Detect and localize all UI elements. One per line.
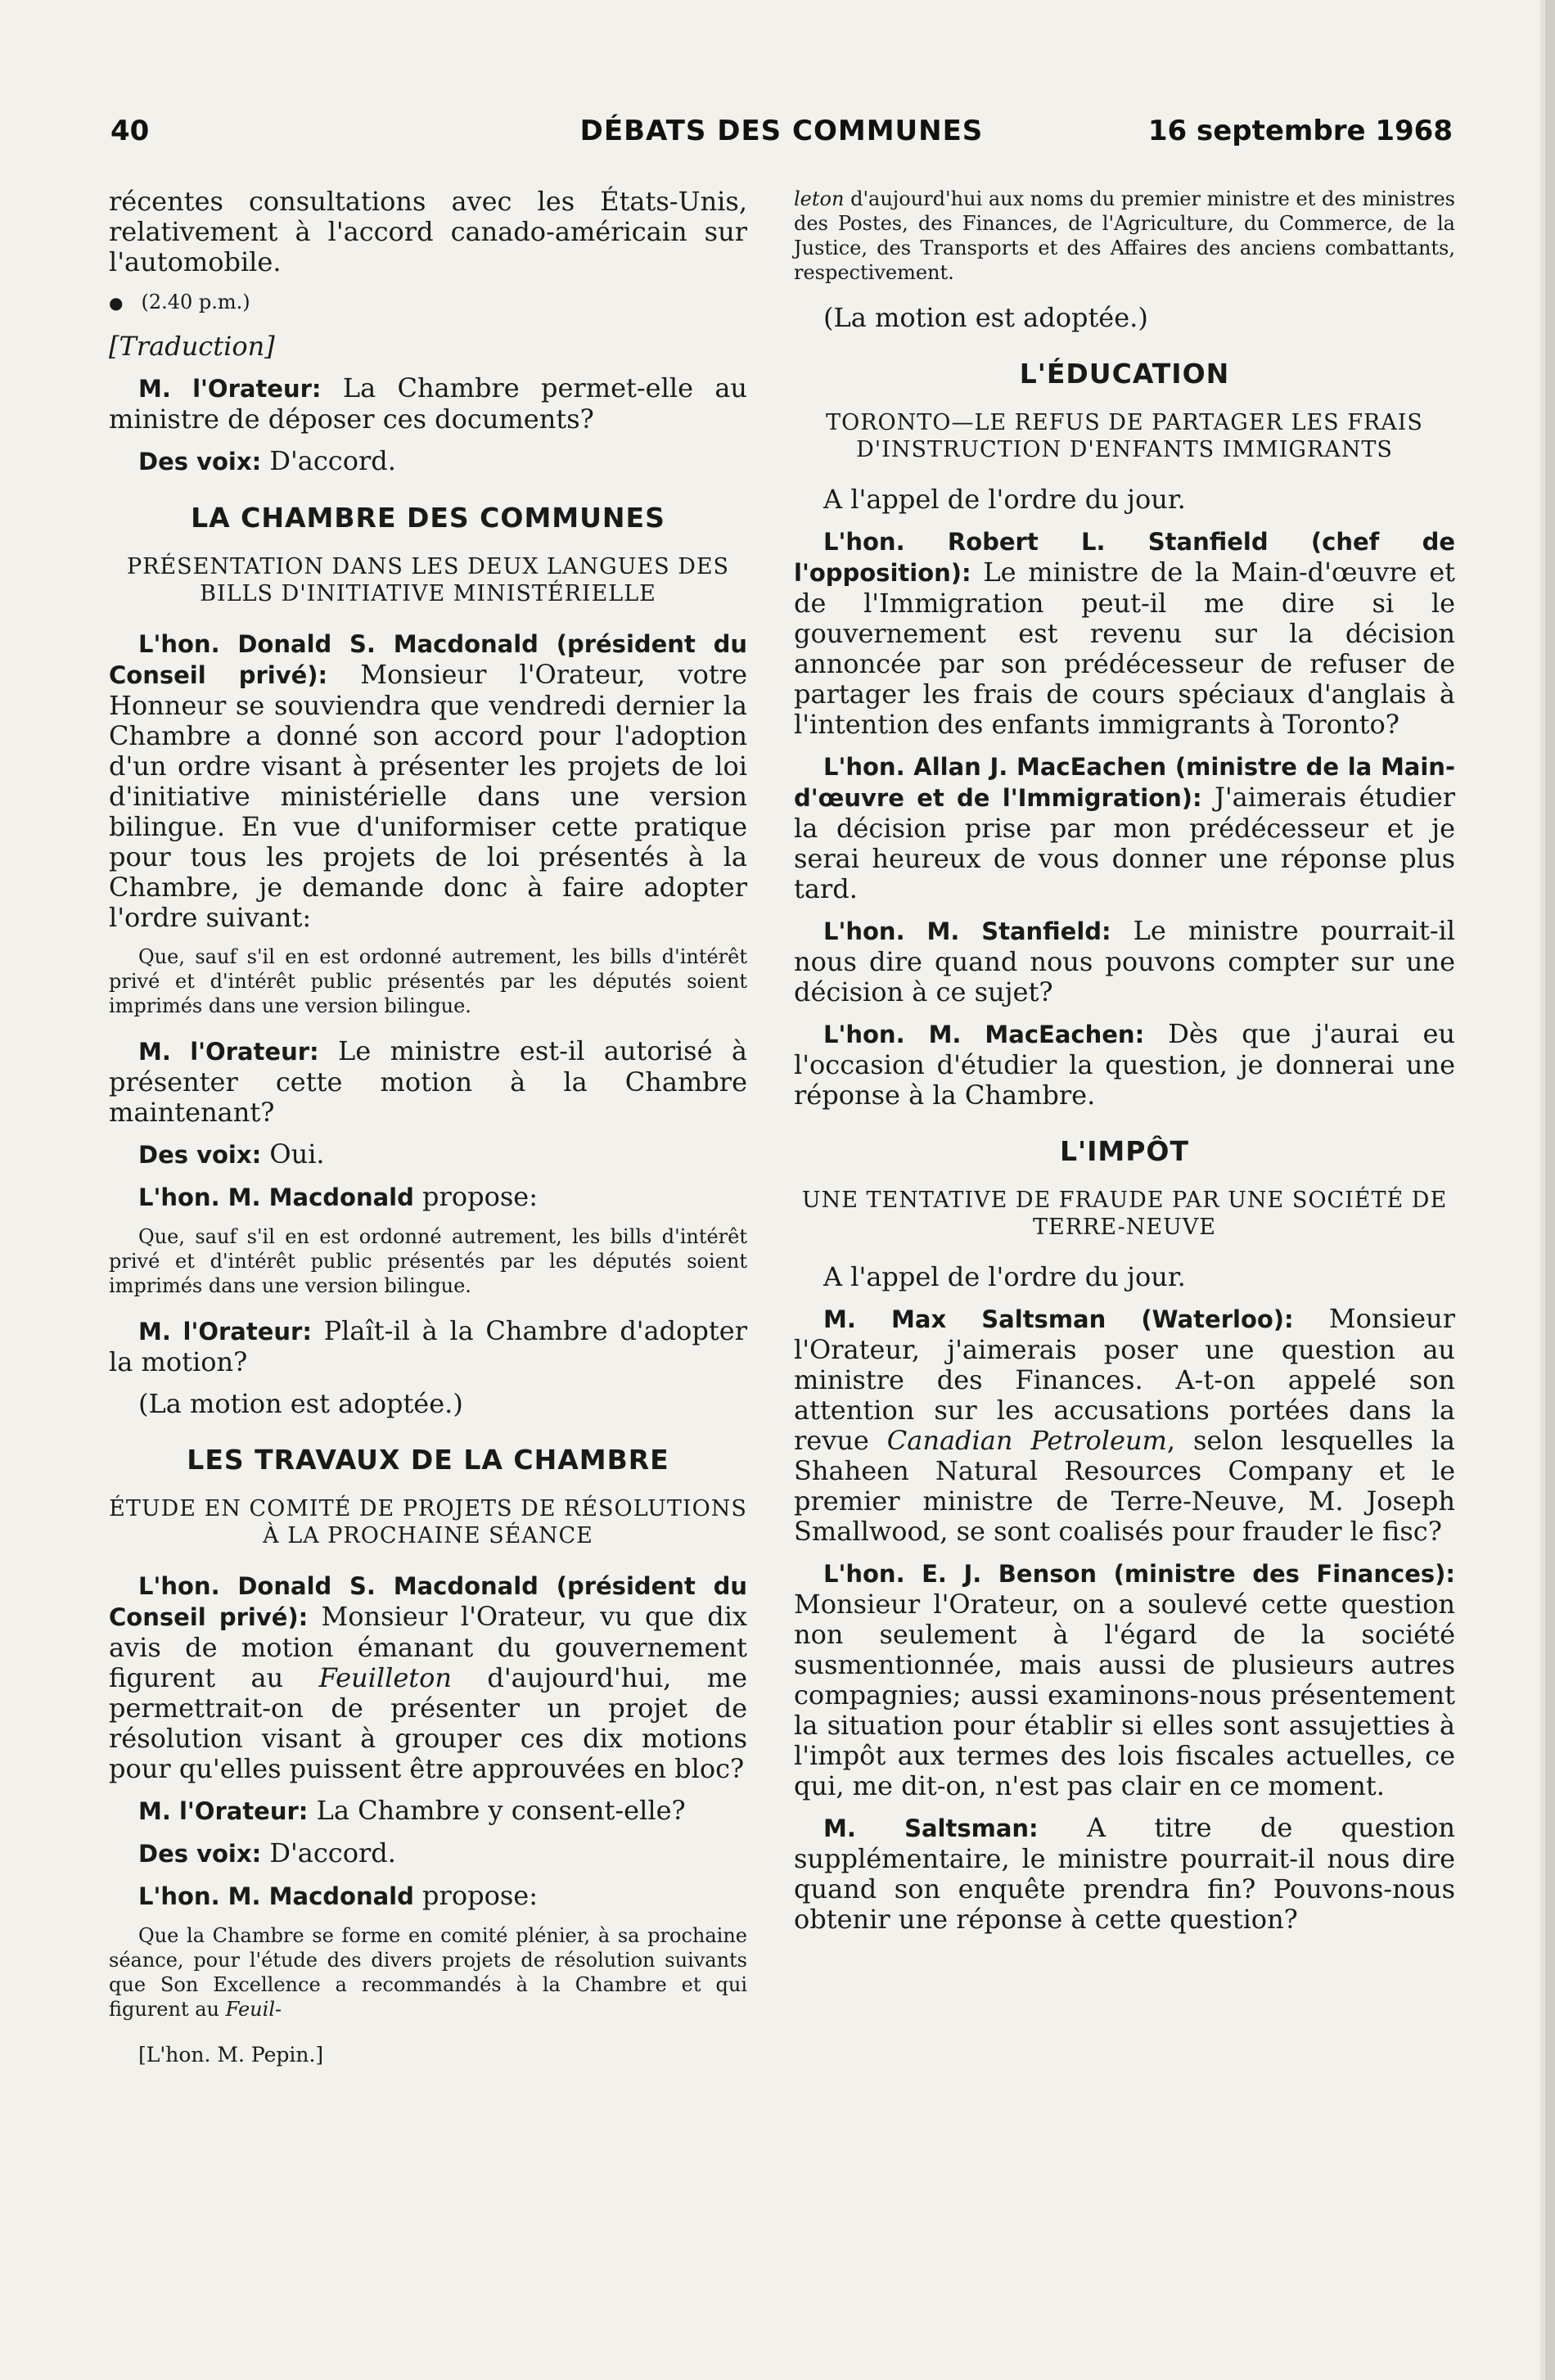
speaker: L'hon. Donald S. Macdonald (président du Conseil privé): — [109, 1572, 747, 1631]
speech: , selon lesquelles la Shaheen Natural Resources Company et le premier ministre de Terre-Neuve, M. Joseph Smallwood, se sont coalisés pour frauder le fisc? — [794, 1425, 1456, 1547]
speaker: L'hon. E. J. Benson (ministre des Finances): — [823, 1560, 1455, 1588]
speech: Monsieur l'Orateur, votre Honneur se souviendra que vendredi dernier la Chambre a donné son accord pour l'adoption d'un ordre visant à présenter les projets de loi d'initiative ministérielle dans une version bilingue. En vue d'uniformiser cette pratique pour tous les projets de loi présentés à la Chambre, je demande donc à faire adopter l'ordre suivant: — [109, 659, 748, 933]
speech: propose: — [413, 1181, 538, 1212]
translation-note: [Traduction] — [109, 331, 275, 362]
paragraph — [794, 751, 1455, 904]
paragraph: A l'appel de l'ordre du jour. — [823, 484, 1186, 515]
paragraph: A l'appel de l'ordre du jour. — [823, 1261, 1186, 1292]
section-heading: L'ÉDUCATION — [1019, 358, 1230, 390]
section-heading: L'IMPÔT — [1060, 1135, 1189, 1167]
speaker: L'hon. M. Macdonald — [138, 1183, 414, 1211]
speaker: L'hon. M. MacEachen: — [823, 1021, 1145, 1048]
paragraph — [109, 1881, 747, 1912]
speech: Le ministre est-il autorisé à présenter cette motion à la Chambre maintenant? — [109, 1035, 748, 1128]
paragraph — [794, 916, 1455, 1007]
speaker: M. l'Orateur: — [138, 1318, 312, 1346]
section-heading: LES TRAVAUX DE LA CHAMBRE — [187, 1444, 669, 1476]
speech: A titre de question supplémentaire, le ministre pourrait-il nous dire quand son enquête prendra fin? Pouvons-nous obtenir une réponse à cette question? — [794, 1812, 1455, 1935]
page-number: 40 — [110, 115, 150, 147]
paragraph — [109, 629, 747, 933]
paragraph — [109, 1838, 747, 1869]
page-header — [110, 115, 1453, 164]
speaker: M. l'Orateur: — [138, 375, 322, 403]
bullet-icon: ● — [109, 293, 124, 313]
speech: propose: — [413, 1880, 538, 1911]
motion-text: Que, sauf s'il en est ordonné autrement, les bills d'intérêt privé et d'intérêt public présentés par les députés soient imprimés dans une version bilingue. — [109, 1225, 747, 1297]
speech: Monsieur l'Orateur, on a soulevé cette question non seulement à l'égard de la société susmentionnée, mais aussi de plusieurs autres compagnies; aussi examinons-nous présentement la situation pour établir si elles sont assujetties à l'impôt aux termes des lois fiscales actuelles, ce qui, me dit-on, n'est pas clair en ce moment. — [794, 1589, 1455, 1801]
speech: Plaît-il à la Chambre d'adopter la motion? — [109, 1315, 748, 1377]
speech: Dès que j'aurai eu l'occasion d'étudier la question, je donnerai une réponse à la Chambre. — [794, 1018, 1455, 1111]
speaker: M. l'Orateur: — [138, 1038, 319, 1066]
subsection-heading: ÉTUDE EN COMITÉ DE PROJETS DE RÉSOLUTIONS À LA PROCHAINE SÉANCE — [109, 1496, 747, 1548]
paragraph: (La motion est adoptée.) — [138, 1388, 463, 1419]
motion-text: Que, sauf s'il en est ordonné autrement, les bills d'intérêt privé et d'intérêt public présentés par les députés soient imprimés dans une version bilingue. — [109, 945, 747, 1017]
time-text: (2.40 p.m.) — [141, 291, 250, 313]
page-title: DÉBATS DES COMMUNES — [579, 115, 984, 147]
speaker: Des voix: — [138, 448, 262, 476]
paragraph — [794, 1813, 1455, 1935]
speech: d'aujourd'hui, me permettrait-on de présenter un projet de résolution visant à grouper ces dix motions pour qu'elles puissent être approuvées en bloc? — [109, 1662, 748, 1784]
paragraph — [794, 526, 1455, 740]
speech: D'accord. — [261, 445, 396, 476]
paragraph — [109, 1036, 747, 1128]
speech: J'aimerais étudier la décision prise par mon prédécesseur et je serai heureux de vous donner une réponse plus tard. — [794, 782, 1456, 904]
motion-text — [794, 187, 1455, 285]
speaker: L'hon. Donald S. Macdonald (président du Conseil privé): — [109, 630, 747, 689]
page-edge — [1545, 0, 1555, 2380]
emphasis: Feuil- — [225, 1998, 282, 2021]
subsection-heading: UNE TENTATIVE DE FRAUDE PAR UNE SOCIÉTÉ DE TERRE-NEUVE — [801, 1188, 1448, 1240]
emphasis: Canadian Petroleum — [886, 1425, 1167, 1456]
speech: Oui. — [261, 1138, 325, 1170]
speech: Monsieur l'Orateur, j'aimerais poser une question au ministre des Finances. A-t-on appelé son attention sur les accusations portées dans la revue — [794, 1303, 1455, 1456]
speaker: L'hon. M. Macdonald — [138, 1882, 414, 1910]
speaker: M. Max Saltsman (Waterloo): — [823, 1305, 1294, 1333]
page-edge-inner — [1540, 0, 1545, 2380]
paragraph — [794, 1304, 1455, 1547]
motion-text — [109, 1923, 747, 2022]
speech: Le ministre pourrait-il nous dire quand nous pouvons compter sur une décision à ce sujet? — [794, 915, 1455, 1007]
speaker: Des voix: — [138, 1141, 262, 1169]
emphasis: leton — [794, 187, 845, 210]
speech: Monsieur l'Orateur, vu que dix avis de motion émanant du gouvernement figurent au — [109, 1601, 748, 1693]
paragraph — [109, 446, 747, 477]
subsection-heading: PRÉSENTATION DANS LES DEUX LANGUES DES BILLS D'INITIATIVE MINISTÉRIELLE — [126, 554, 730, 606]
motion-body: d'aujourd'hui aux noms du premier ministre et des ministres des Postes, des Finances, de l'Agriculture, du Commerce, de la Justice, des Transports et des Affaires des anciens combattants, respectivement. — [794, 187, 1455, 284]
paragraph — [109, 1139, 747, 1170]
paragraph — [109, 1796, 747, 1827]
emphasis: Feuilleton — [318, 1662, 452, 1693]
speaker: Des voix: — [138, 1840, 262, 1868]
speaker: M. Saltsman: — [823, 1814, 1039, 1842]
speaker: L'hon. Allan J. MacEachen (ministre de la Main-d'œuvre et de l'Immigration): — [794, 753, 1455, 812]
page-date: 16 septembre 1968 — [1147, 115, 1453, 147]
paragraph — [794, 1019, 1455, 1111]
speech: La Chambre permet-elle au ministre de déposer ces documents? — [109, 372, 748, 435]
paragraph — [109, 1182, 747, 1213]
timestamp — [109, 291, 747, 313]
speaker: M. l'Orateur: — [138, 1797, 309, 1825]
right-column — [794, 187, 1455, 1946]
paragraph — [794, 1558, 1455, 1801]
speaker: L'hon. M. Stanfield: — [823, 917, 1111, 945]
speech: Le ministre de la Main-d'œuvre et de l'Immigration peut-il me dire si le gouvernement est revenu sur la décision annoncée par son prédécesseur de refuser de partager les frais de cours spéciaux d'anglais à l'intention des enfants immigrants à Toronto? — [794, 557, 1455, 740]
section-heading: LA CHAMBRE DES COMMUNES — [191, 502, 665, 534]
left-column — [109, 187, 747, 2081]
speech: La Chambre y consent-elle? — [308, 1795, 686, 1826]
motion-body: Que la Chambre se forme en comité plénier, à sa prochaine séance, pour l'étude des divers projets de résolution suivants que Son Excellence a recommandés à la Chambre et qui figurent au — [109, 1924, 747, 2021]
footer-attribution: [L'hon. M. Pepin.] — [138, 2043, 324, 2067]
subsection-heading: TORONTO—LE REFUS DE PARTAGER LES FRAIS D'INSTRUCTION D'ENFANTS IMMIGRANTS — [826, 410, 1423, 462]
paragraph — [109, 373, 747, 435]
paragraph — [109, 1571, 747, 1784]
paragraph: (La motion est adoptée.) — [823, 302, 1148, 333]
speech: D'accord. — [261, 1837, 396, 1868]
speaker: L'hon. Robert L. Stanfield (chef de l'opposition): — [794, 528, 1455, 587]
paragraph: récentes consultations avec les États-Unis, relativement à l'accord canado-américain sur l'automobile. — [109, 186, 747, 277]
paragraph — [109, 1316, 747, 1377]
